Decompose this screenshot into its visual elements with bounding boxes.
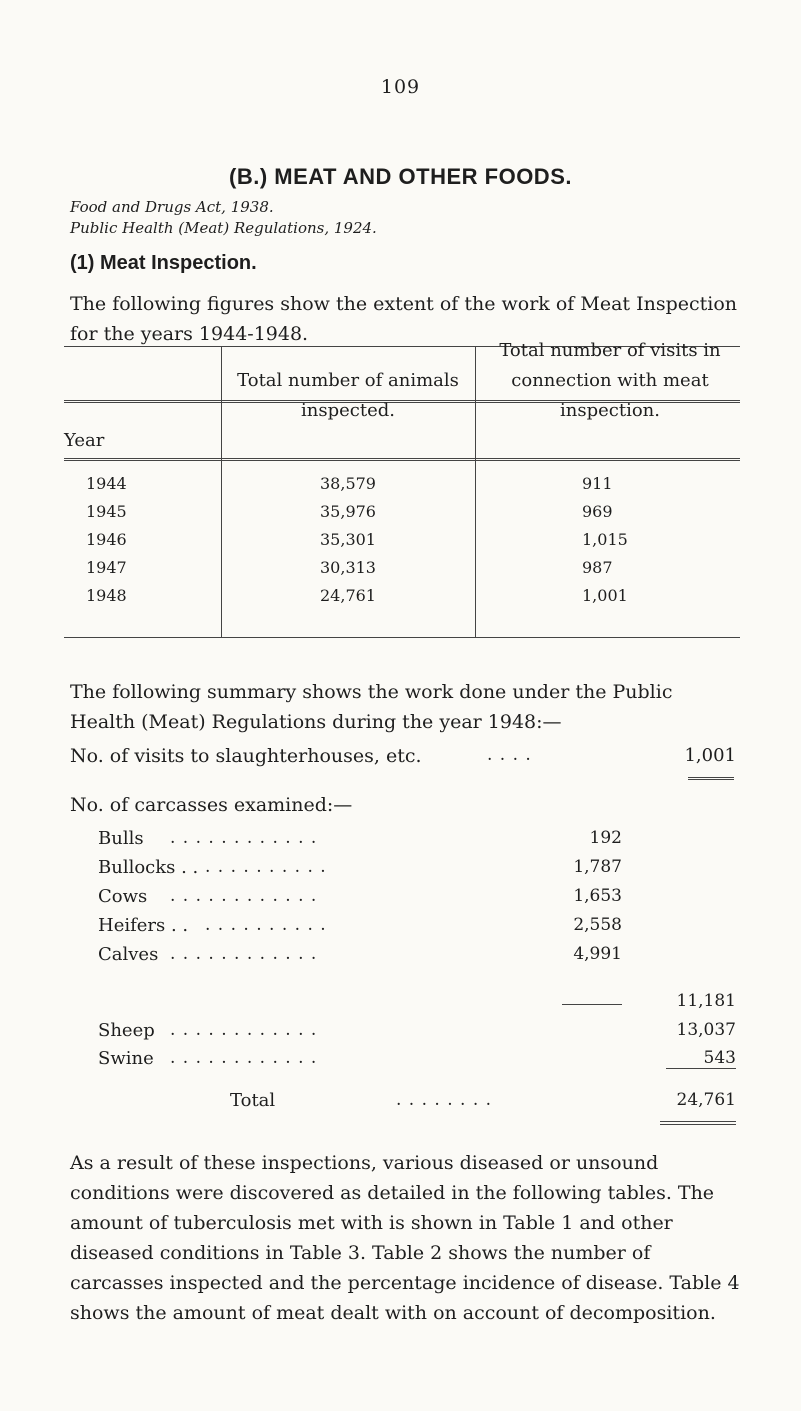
item-dots: . . . . . . . . . . . . <box>170 1048 318 1068</box>
table-cell-animals: 24,761 <box>320 586 376 605</box>
item-label: Calves <box>98 944 159 965</box>
item-value: 1,653 <box>573 886 622 906</box>
summary-intro: The following summary shows the work done under the Public Health (Meat) Regulations during the year 1948:— <box>70 681 673 733</box>
page-number: 109 <box>380 76 421 98</box>
item-label: Cows <box>98 886 148 907</box>
cattle-subtotal: 11,181 <box>676 991 736 1011</box>
table-cell-visits: 969 <box>582 502 613 521</box>
table-cell-visits: 987 <box>582 558 613 577</box>
item-value: 1,787 <box>573 857 622 877</box>
double-underline <box>660 1124 736 1125</box>
total-label: Total <box>230 1090 276 1111</box>
table-cell-year: 1944 <box>86 474 127 493</box>
item-dots: . . . . . . . . . . <box>205 915 327 935</box>
item-value: 4,991 <box>573 944 622 964</box>
act-reference: Public Health (Meat) Regulations, 1924. <box>70 219 377 237</box>
header-animals: Total number of animals inspected. <box>237 370 459 421</box>
table-column-rule <box>221 346 222 637</box>
total-value: 24,761 <box>676 1090 736 1110</box>
table-cell-visits: 1,001 <box>582 586 628 605</box>
intro-paragraph: The following figures show the extent of the work of Meat Inspection for the years 1944-1948. <box>70 293 738 345</box>
table-cell-year: 1948 <box>86 586 127 605</box>
visits-dots: . . . . <box>487 745 532 765</box>
table-cell-visits: 1,015 <box>582 530 628 549</box>
header-visits: Total number of visits in connection with meat inspection. <box>499 340 721 421</box>
visits-value: 1,001 <box>684 745 736 766</box>
table-cell-visits: 911 <box>582 474 613 493</box>
table-cell-year: 1946 <box>86 530 127 549</box>
item-value: 543 <box>703 1048 736 1068</box>
item-value: 192 <box>589 828 622 848</box>
total-rule <box>666 1068 736 1069</box>
carcasses-heading: No. of carcasses examined:— <box>70 794 353 816</box>
act-reference: Food and Drugs Act, 1938. <box>70 198 274 216</box>
item-value: 2,558 <box>573 915 622 935</box>
table-cell-year: 1947 <box>86 558 127 577</box>
item-dots: . . . . . . . . . . . . <box>170 1020 318 1040</box>
subsection-heading: (1) Meat Inspection. <box>70 252 257 274</box>
header-year: Year <box>64 430 105 451</box>
double-underline <box>660 1121 736 1122</box>
table-cell-animals: 30,313 <box>320 558 376 577</box>
conclusion-paragraph: As a result of these inspections, various diseased or unsound conditions were discovered as detailed in the following tables. The amount of tuberculosis met with is shown in Table 1 and other diseased conditions in Table 3. Table 2 shows the number of carcasses inspected and the percentage incidence of disease. Table 4 shows the amount of meat dealt with on account of decomposition. <box>70 1152 740 1324</box>
item-dots: . . . . . . . . . . <box>205 857 327 877</box>
table-cell-year: 1945 <box>86 502 127 521</box>
subtotal-rule <box>562 1004 622 1005</box>
underline <box>688 777 734 778</box>
item-label: Bulls <box>98 828 144 849</box>
item-label: Bullocks . . <box>98 857 199 878</box>
table-bottom-rule <box>64 637 740 638</box>
table-cell-animals: 35,301 <box>320 530 376 549</box>
item-label: Heifers . . <box>98 915 189 936</box>
item-dots: . . . . . . . . . . . . <box>170 828 318 848</box>
section-title: (B.) MEAT AND OTHER FOODS. <box>229 164 572 189</box>
total-dots: . . . . . . . . <box>396 1090 493 1110</box>
item-dots: . . . . . . . . . . . . <box>170 944 318 964</box>
table-header-rule <box>64 458 740 459</box>
underline <box>688 779 734 780</box>
item-label: Swine <box>98 1048 154 1069</box>
item-label: Sheep <box>98 1020 155 1041</box>
item-value: 13,037 <box>676 1020 736 1040</box>
item-dots: . . . . . . . . . . . . <box>170 886 318 906</box>
table-header-rule <box>64 460 740 461</box>
table-cell-animals: 35,976 <box>320 502 376 521</box>
table-cell-animals: 38,579 <box>320 474 376 493</box>
table-column-rule <box>475 346 476 637</box>
visits-label: No. of visits to slaughterhouses, etc. <box>70 745 422 767</box>
